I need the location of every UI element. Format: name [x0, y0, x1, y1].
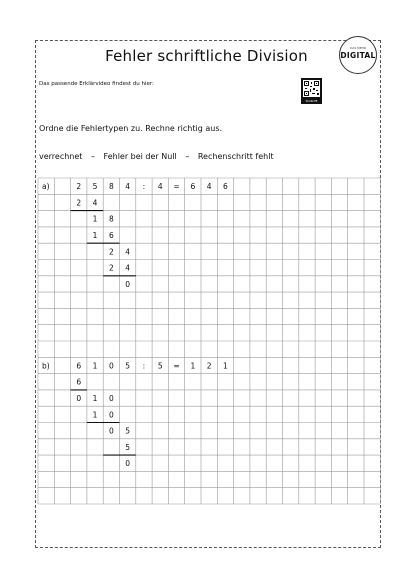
grid-digit: 0 [125, 459, 131, 469]
grid-digit: 1 [223, 361, 228, 371]
error-type-1: verrechnet [39, 152, 83, 161]
grid-digit: 1 [92, 214, 98, 224]
grid-digit: = [173, 182, 180, 192]
exercise-label: b) [42, 361, 50, 371]
grid-digit: 5 [92, 182, 98, 192]
grid-digit: 5 [125, 426, 131, 436]
separator-dash: – [185, 152, 190, 161]
grid-digit: 5 [125, 442, 131, 452]
grid-digit: 4 [125, 263, 131, 273]
grid-lines [38, 178, 380, 504]
grid-digit: 1 [92, 230, 98, 240]
grid-digit: 2 [76, 182, 82, 192]
grid-digit: 2 [108, 263, 114, 273]
grid-digits [42, 182, 228, 468]
separator-dash: – [90, 152, 95, 161]
grid-digit: 6 [76, 361, 82, 371]
grid-digit: 6 [190, 182, 196, 192]
grid-digit: 8 [108, 182, 114, 192]
grid-digit: 1 [92, 361, 98, 371]
grid-digit: : [142, 361, 146, 371]
grid-digit: 4 [206, 182, 212, 192]
task-instruction: Ordne die Fehlertypen zu. Rechne richtig aus. [39, 124, 223, 133]
grid-digit: 2 [108, 247, 114, 257]
error-type-3: Rechenschritt fehlt [197, 152, 274, 161]
grid-digit: 0 [76, 393, 82, 403]
grid-digit: = [173, 361, 180, 371]
grid-digit: 4 [125, 182, 131, 192]
grid-digit: 6 [76, 377, 82, 387]
error-type-2: Fehler bei der Null [103, 152, 177, 161]
exercise-label: a) [42, 182, 50, 192]
grid-digit: 1 [92, 393, 98, 403]
grid-digit: 5 [125, 361, 131, 371]
video-hint: Das passende Erklärvideo findest du hier: [39, 81, 154, 87]
grid-digit: 2 [76, 198, 82, 208]
grid-digit: 4 [157, 182, 163, 192]
grid-digit: 1 [92, 410, 98, 420]
grid-digit: 6 [223, 182, 228, 192]
logo-main-text: DIGITAL [340, 51, 376, 60]
grid-digit: 0 [108, 410, 114, 420]
grid-digit: 2 [206, 361, 212, 371]
grid-digit: 4 [125, 247, 131, 257]
worksheet-title: Fehler schriftliche Division [105, 47, 308, 65]
grid-digit: 5 [157, 361, 163, 371]
grid-digit: 8 [108, 214, 114, 224]
grid-digit: 6 [108, 230, 114, 240]
grid-digit: : [142, 182, 146, 192]
grid-digit: 0 [108, 426, 114, 436]
grid-digit: 0 [108, 393, 114, 403]
logo-top-text: DAS MEHR [350, 46, 366, 50]
grid-digit: 0 [125, 279, 131, 289]
grid-digit: 0 [108, 361, 114, 371]
grid-digit: 4 [92, 198, 98, 208]
grid-digit: 1 [190, 361, 196, 371]
qr-label: SCAN ME [305, 100, 318, 103]
